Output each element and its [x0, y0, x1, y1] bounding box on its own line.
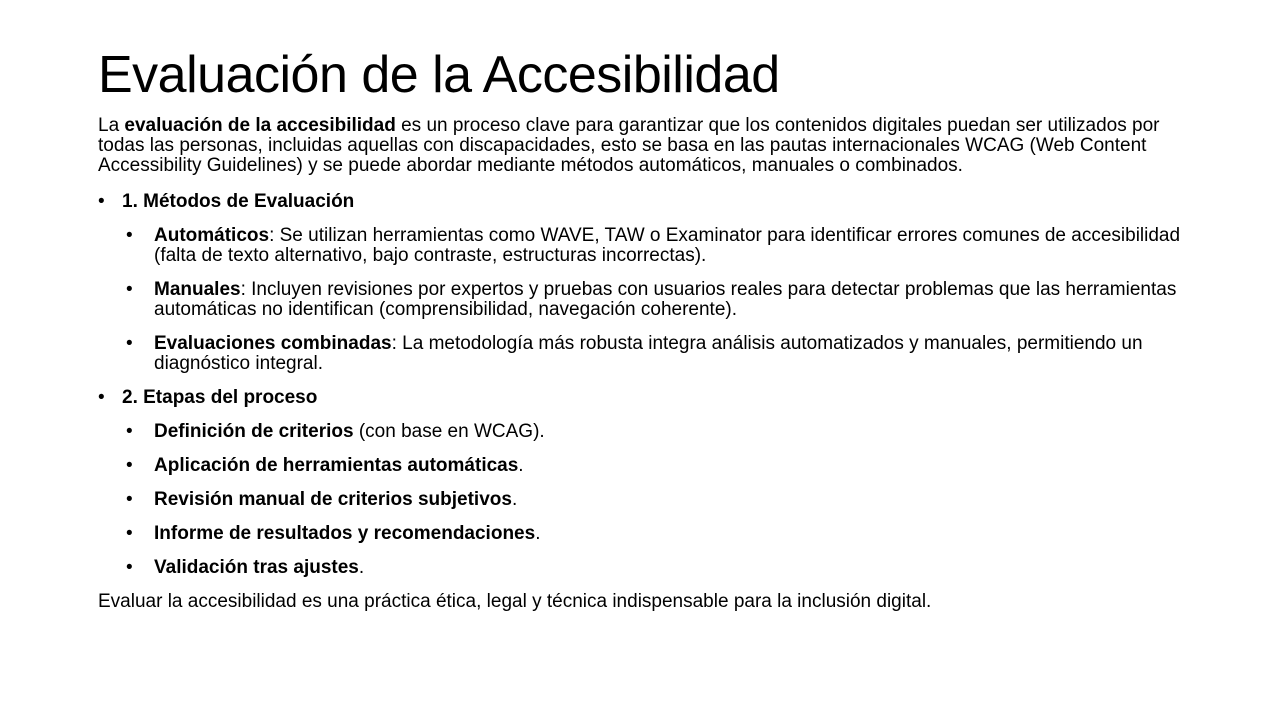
item-bold: Aplicación de herramientas automáticas	[154, 455, 519, 476]
section2-item-validacion	[98, 558, 1188, 578]
conclusion-paragraph: Evaluar la accesibilidad es una práctica ética, legal y técnica indispensable para la inclusión digital.	[98, 591, 932, 612]
item-text: : Se utilizan herramientas como WAVE, TAW o Examinator para identificar errores comunes de accesibilidad (falta de texto alternativo, bajo contraste, estructuras incorrectas).	[154, 225, 1181, 266]
section1-heading-text: 1. Métodos de Evaluación	[122, 191, 355, 212]
item-text: : La metodología más robusta integra análisis automatizados y manuales, permitiendo un diagnóstico integral.	[154, 333, 1143, 374]
section1-item-combinadas	[98, 334, 1188, 374]
item-bold: Revisión manual de criterios subjetivos	[154, 489, 512, 510]
item-text: : Incluyen revisiones por expertos y pruebas con usuarios reales para detectar problemas que las herramientas automáticas no identifican (comprensibilidad, navegación coherente).	[154, 279, 1177, 320]
intro-rest: es un proceso clave para garantizar que los contenidos digitales puedan ser utilizados por todas las personas, incluidas aquellas con discapacidades, esto se basa en las pautas internacionales WCAG (Web Content Accessibility Guidelines) y se puede abordar mediante métodos automáticos, manuales o combinados.	[98, 115, 1160, 176]
bullet-icon: •	[126, 225, 133, 246]
section2-heading-text: 2. Etapas del proceso	[122, 387, 318, 408]
section1-item-manuales	[98, 280, 1188, 320]
item-text: .	[535, 523, 541, 544]
item-bold: Automáticos	[154, 225, 270, 246]
section2-item-aplicacion	[98, 456, 1188, 476]
section2-item-definicion	[98, 422, 1188, 442]
item-bold: Definición de criterios	[154, 421, 354, 442]
section1-heading	[98, 192, 1188, 212]
section1-item-automaticos	[98, 226, 1188, 266]
bullet-icon: •	[98, 387, 105, 408]
item-bold: Evaluaciones combinadas	[154, 333, 392, 354]
intro-bold: evaluación de la accesibilidad	[124, 115, 396, 136]
bullet-icon: •	[126, 489, 133, 510]
item-bold: Informe de resultados y recomendaciones	[154, 523, 536, 544]
slide-title: Evaluación de la Accesibilidad	[98, 46, 780, 104]
bullet-icon: •	[126, 557, 133, 578]
bullet-icon: •	[126, 455, 133, 476]
section2-heading	[98, 388, 1188, 408]
bullet-icon: •	[126, 333, 133, 354]
item-bold: Manuales	[154, 279, 241, 300]
section2-item-revision	[98, 490, 1188, 510]
item-text: (con base en WCAG).	[353, 421, 545, 442]
item-text: .	[358, 557, 365, 578]
intro-paragraph	[98, 116, 1188, 176]
item-bold: Validación tras ajustes	[154, 557, 359, 578]
intro-lead: La	[98, 115, 125, 136]
slide-body	[98, 116, 1188, 612]
section2-item-informe	[98, 524, 1188, 544]
item-text: .	[511, 489, 518, 510]
bullet-icon: •	[126, 523, 133, 544]
bullet-icon: •	[98, 191, 105, 212]
bullet-icon: •	[126, 421, 133, 442]
bullet-icon: •	[126, 279, 133, 300]
item-text: .	[518, 455, 524, 476]
